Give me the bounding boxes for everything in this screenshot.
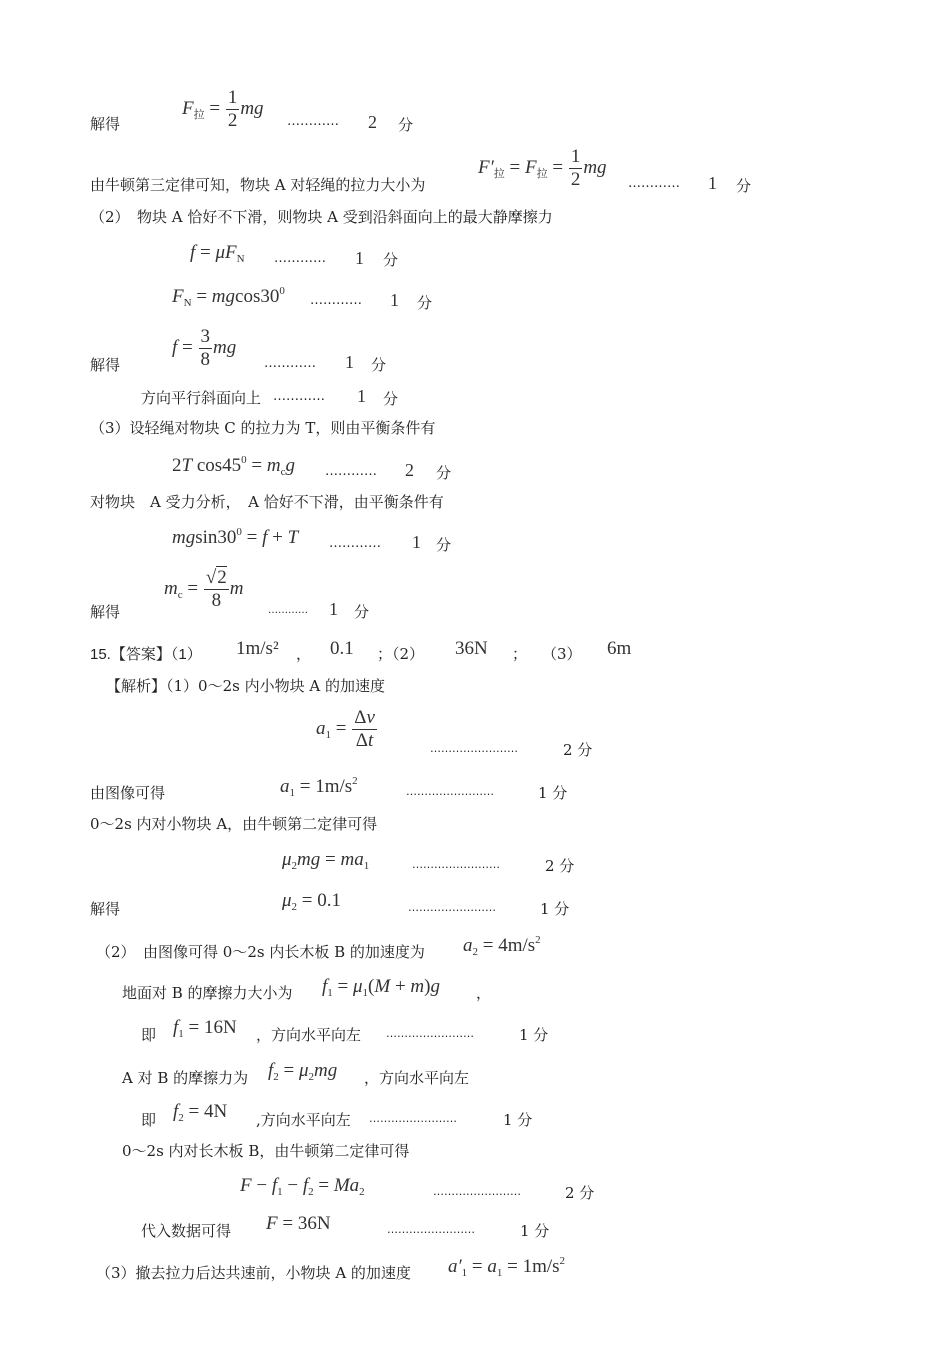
part2-intro: （2） 物块 A 恰好不下滑，则物块 A 受到沿斜面向上的最大静摩擦力 — [90, 208, 553, 226]
dots: …………………… — [433, 1185, 521, 1198]
eq-a1-value: $a_1 = 1m/s^2$ — [280, 775, 358, 799]
score-text: 1 分 — [520, 1222, 550, 1240]
score-text: 2 分 — [565, 1184, 595, 1202]
score-unit: 分 — [383, 390, 399, 408]
score-unit: 分 — [398, 116, 414, 134]
score-text: 2 分 — [563, 741, 593, 759]
ji-label-2: 即 — [141, 1111, 157, 1129]
part3b-intro: （3）撤去拉力后达共速前，小物块 A 的加速度 — [96, 1264, 411, 1282]
dots: …………………… — [369, 1112, 457, 1125]
dir-left-1: ，方向水平向左 — [256, 1026, 362, 1044]
score: 2 — [405, 460, 414, 480]
dots: …………………… — [406, 785, 494, 798]
dots: ………… — [287, 114, 339, 129]
analysis-title: 【解析】（1）0～2s 内小物块 A 的加速度 — [106, 677, 385, 695]
score-unit: 分 — [417, 294, 433, 312]
eq-a2-value: $a_2 = 4m/s^2$ — [463, 934, 541, 958]
dots: ………… — [264, 356, 316, 371]
answer-a1: 1m/s² — [236, 638, 279, 659]
direction-up-text: 方向平行斜面向上 — [141, 389, 262, 407]
eq-f2-value: $f_2 = 4N$ — [173, 1101, 228, 1124]
solve-label-2: 解得 — [90, 356, 121, 374]
eq-mu2-value: $\mu_2 = 0.1$ — [282, 890, 342, 913]
a-on-b-text: A 对 B 的摩擦力为 — [122, 1069, 249, 1087]
eq-a1-prime: $a'_1 = a_1 = 1m/s^2$ — [448, 1255, 566, 1279]
q15-sep: ， — [296, 645, 312, 663]
q15-title: 15.【答案】（1） — [90, 646, 202, 663]
eq-2t-cos45: 2T $\cos 45^0 = m_cg$ — [172, 454, 295, 478]
score-text: 1 分 — [503, 1111, 533, 1129]
eq-mc-result: $m_c$ = $\frac{√2}{8}$ m — [164, 567, 244, 611]
newton3-text: 由牛顿第三定律可知，物块 A 对轻绳的拉力大小为 — [90, 176, 426, 194]
score-text: 1 分 — [540, 900, 570, 918]
score: 1 — [357, 386, 366, 406]
score: 1 — [329, 599, 338, 619]
answer-f: 36N — [455, 638, 488, 659]
score: 1 — [390, 290, 399, 310]
score-unit: 分 — [383, 251, 399, 269]
eq-f-pull: $F_拉$ = $\frac{1}{2}$ mg — [182, 87, 264, 131]
eq-f1-value: $f_1 = 16N$ — [173, 1017, 237, 1040]
score: 1 — [412, 532, 421, 552]
score-unit: 分 — [736, 177, 752, 195]
q15-part2: ；（2） — [377, 645, 425, 663]
dots: …………………… — [430, 742, 518, 755]
part3-intro: （3）设轻绳对物块 C 的拉力为 T，则由平衡条件有 — [90, 419, 436, 437]
from-graph-text: 由图像可得 — [90, 784, 166, 802]
analysis-a-text: 对物块 A 受力分析， A 恰好不下滑，由平衡条件有 — [90, 493, 444, 511]
solve-label-3: 解得 — [90, 603, 121, 621]
part2b-intro: （2） 由图像可得 0～2s 内长木板 B 的加速度为 — [96, 943, 425, 961]
score: 2 — [368, 112, 377, 132]
score: 1 — [708, 173, 717, 193]
dots: ………… — [268, 605, 308, 616]
score: 1 — [355, 248, 364, 268]
eq-f-pull-prime: $F'_拉 = F_拉$ = $\frac{1}{2}$ mg — [478, 146, 607, 190]
dots: ………… — [273, 389, 325, 404]
solve-label-4: 解得 — [90, 900, 121, 918]
answer-dist: 6m — [607, 638, 632, 659]
eq-f1-def: $f_1 = \mu_1(M + m)g$ — [322, 976, 440, 999]
comma: ， — [476, 984, 492, 1002]
eq-f-mu-fn: $f = \mu F_N$ — [190, 242, 245, 265]
score-unit: 分 — [371, 356, 387, 374]
ground-friction-text: 地面对 B 的摩擦力大小为 — [122, 984, 293, 1002]
dots: …………………… — [412, 858, 500, 871]
dots: ………… — [325, 464, 377, 479]
score-unit: 分 — [436, 464, 452, 482]
q15-part3: ； （3） — [512, 645, 582, 663]
eq-fn: $F_N = mgcos30^0$ — [172, 285, 285, 309]
score-unit: 分 — [436, 536, 452, 554]
answer-mu: 0.1 — [330, 638, 354, 659]
newton2-b-text: 0～2s 内对长木板 B，由牛顿第二定律可得 — [122, 1142, 410, 1160]
dir-left-3: ,方向水平向左 — [256, 1111, 351, 1129]
dots: …………………… — [408, 901, 496, 914]
dots: ………… — [310, 293, 362, 308]
eq-f-value: F = 36N — [266, 1213, 331, 1234]
substitute-text: 代入数据可得 — [141, 1222, 232, 1240]
dots: …………………… — [386, 1027, 474, 1040]
score-text: 1 分 — [538, 784, 568, 802]
eq-f2-def: $f_2 = \mu_2mg$ — [268, 1060, 338, 1083]
score-unit: 分 — [354, 603, 370, 621]
score-text: 2 分 — [545, 857, 575, 875]
dots: ………… — [274, 251, 326, 266]
dots: ………… — [628, 176, 680, 191]
eq-mg-sin30: $mgsin30^0 = f + T$ — [172, 526, 299, 548]
dots: ………… — [329, 536, 381, 551]
ji-label-1: 即 — [141, 1026, 157, 1044]
newton2-a-text: 0～2s 内对小物块 A，由牛顿第二定律可得 — [90, 815, 378, 833]
eq-f-result: f = $\frac{3}{8}$ mg — [172, 326, 237, 370]
eq-mu2-mg: $\mu_2mg = ma_1$ — [282, 849, 370, 872]
score-text: 1 分 — [519, 1026, 549, 1044]
score: 1 — [345, 352, 354, 372]
dots: …………………… — [387, 1223, 475, 1236]
eq-newton2-b: $F - f_1 - f_2 = Ma_2$ — [240, 1175, 365, 1198]
solve-label-1: 解得 — [90, 115, 121, 133]
eq-a1-def: $a_1$ = $\frac{\Delta v}{\Delta t}$ — [316, 707, 375, 751]
dir-left-2: ，方向水平向左 — [364, 1069, 470, 1087]
